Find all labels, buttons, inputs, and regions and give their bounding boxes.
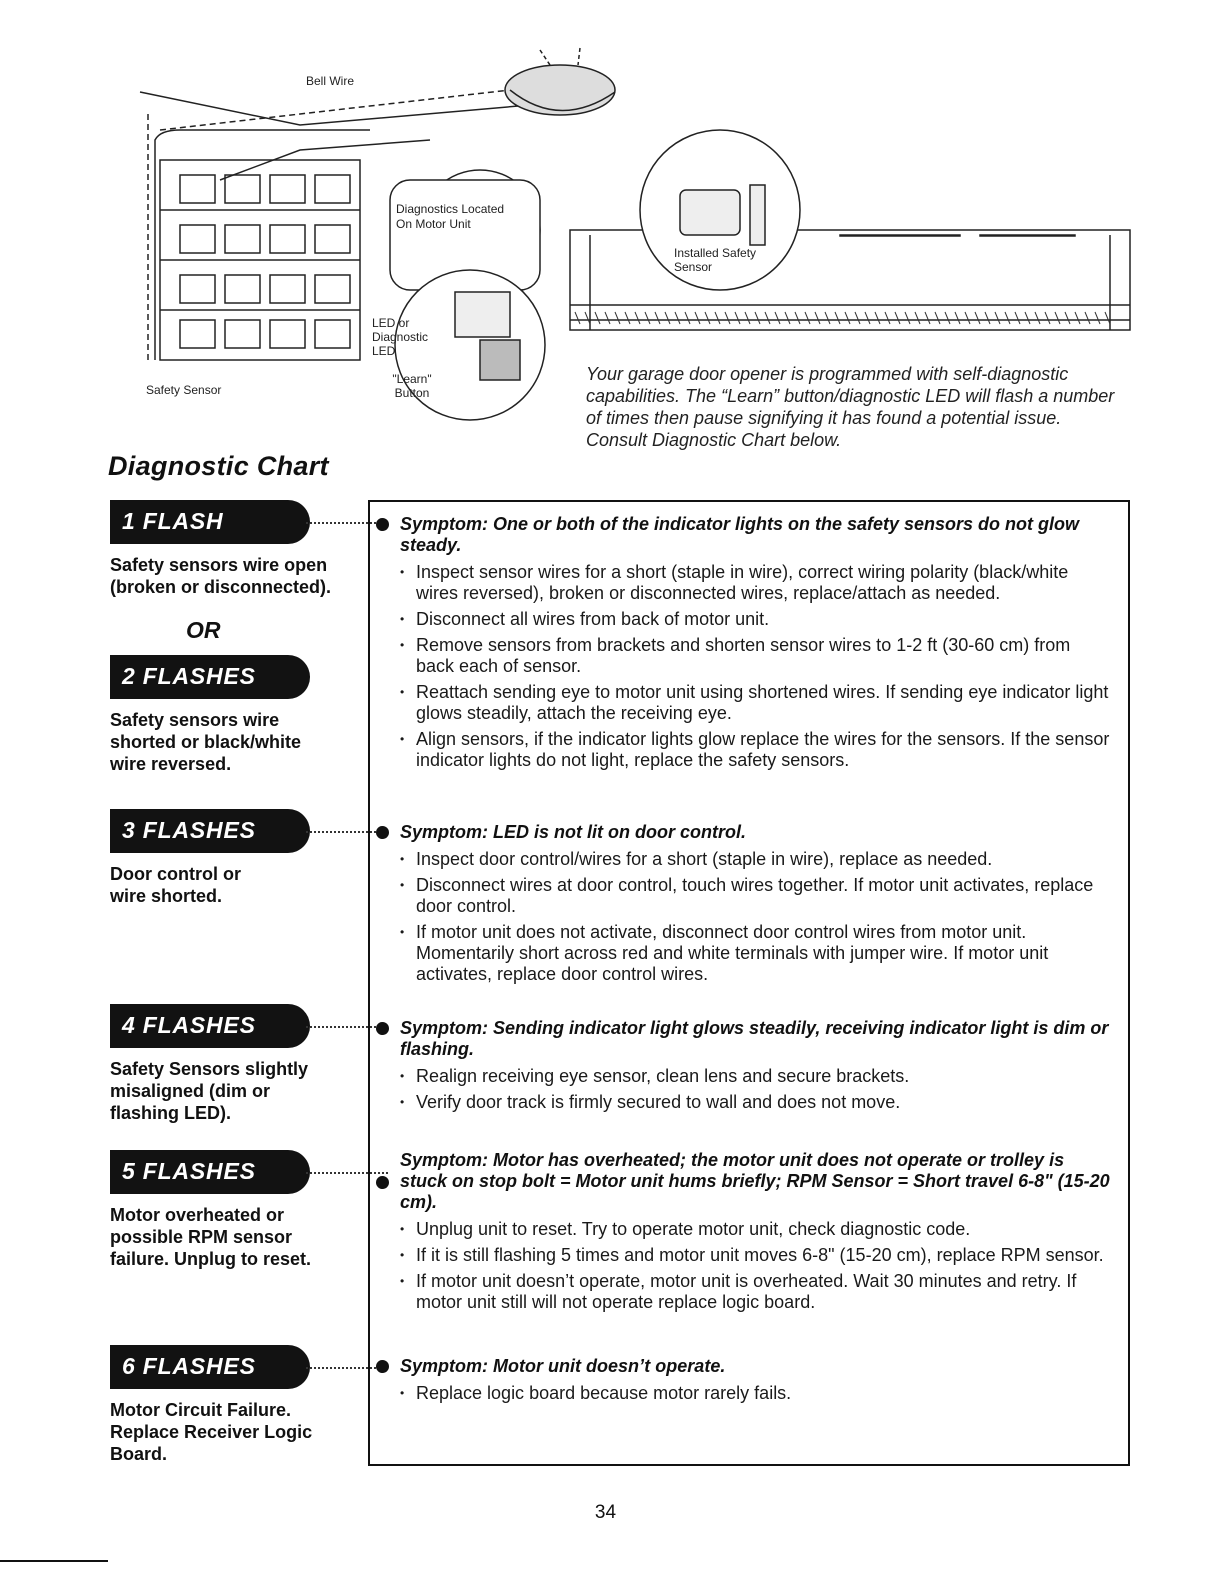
symptom-step: • Remove sensors from brackets and shorten sensor wires to 1-2 ft (30-60 cm) from back each of sensor. <box>400 635 1112 677</box>
flash-badge <box>110 655 310 699</box>
or-separator: OR <box>186 617 221 643</box>
flash-badge-label: 5 FLASHES <box>122 1158 256 1184</box>
symptom-steps <box>400 1066 1112 1113</box>
flash-description: Safety sensors wire shorted or black/white wire reversed. <box>110 710 302 774</box>
symptom-block-3 <box>400 1018 1112 1118</box>
flash-description: Motor Circuit Failure. Replace Receiver Logic Board. <box>110 1400 313 1464</box>
symptom-block-4 <box>400 1150 1112 1318</box>
symptom-steps <box>400 849 1112 985</box>
symptom-heading: Symptom: Motor has overheated; the motor unit does not operate or trolley is stuck on stop bolt = Motor unit hums briefly; RPM Sensor = Short travel 6-8" (15-20 cm). <box>400 1150 1112 1213</box>
symptom-steps <box>400 562 1112 771</box>
symptom-step: • Unplug unit to reset. Try to operate motor unit, check diagnostic code. <box>400 1219 1112 1240</box>
flash-entry-1 <box>110 500 370 598</box>
symptom-heading: Symptom: LED is not lit on door control. <box>400 822 1112 843</box>
bell-wire-label: Bell Wire <box>306 74 355 88</box>
symptom-step: • If motor unit does not activate, disconnect door control wires from motor unit. Momentarily short across red and white terminals with jumper wire. If motor unit activates, replace door control wires. <box>400 922 1112 985</box>
symptom-block-2 <box>400 822 1112 990</box>
flash-entry-6 <box>110 1345 370 1465</box>
flash-badge-label: 6 FLASHES <box>122 1353 256 1379</box>
symptom-steps <box>400 1219 1112 1313</box>
symptom-step: • Realign receiving eye sensor, clean lens and secure brackets. <box>400 1066 1112 1087</box>
flash-badge-label: 2 FLASHES <box>122 663 256 689</box>
flash-description: Motor overheated or possible RPM sensor failure. Unplug to reset. <box>110 1205 312 1269</box>
symptom-step: • Inspect door control/wires for a short (staple in wire), replace as needed. <box>400 849 1112 870</box>
flash-entry-2 <box>110 655 370 775</box>
flash-description: Safety Sensors slightly misaligned (dim or flashing LED). <box>110 1059 309 1123</box>
flash-badge <box>110 1150 310 1194</box>
symptom-step: • Replace logic board because motor rarely fails. <box>400 1383 1112 1404</box>
flash-entry-5 <box>110 1150 370 1270</box>
diagnostic-led-label: LED or Diagnostic LED <box>372 316 429 358</box>
flash-badge <box>110 809 310 853</box>
page-title: Diagnostic Chart <box>108 451 329 481</box>
installed-safety-sensor-label: Installed Safety Sensor <box>674 246 757 274</box>
safety-sensor-label: Safety Sensor <box>146 383 222 397</box>
page-number: 34 <box>594 1502 617 1523</box>
symptom-step: • Inspect sensor wires for a short (staple in wire), correct wiring polarity (black/white wires reversed), broken or disconnected wires, replace/attach as needed. <box>400 562 1112 604</box>
bullet-dot-icon <box>376 1360 389 1373</box>
symptom-step: • Reattach sending eye to motor unit using shortened wires. If sending eye indicator light glows steadily, attach the receiving eye. <box>400 682 1112 724</box>
flash-badge <box>110 500 310 544</box>
symptom-block-5 <box>400 1356 1112 1409</box>
symptom-step: • Disconnect all wires from back of motor unit. <box>400 609 1112 630</box>
flash-description: Safety sensors wire open (broken or disconnected). <box>110 555 332 597</box>
symptom-step: • If motor unit doesn’t operate, motor unit is overheated. Wait 30 minutes and retry. If motor unit still will not operate replace logic board. <box>400 1271 1112 1313</box>
symptom-block-1 <box>400 514 1112 776</box>
bullet-dot-icon <box>376 826 389 839</box>
footer-rule <box>0 1560 108 1562</box>
flash-badge <box>110 1345 310 1389</box>
symptom-heading: Symptom: Sending indicator light glows steadily, receiving indicator light is dim or flashing. <box>400 1018 1112 1060</box>
learn-button-label: "Learn" Button <box>392 372 432 400</box>
symptom-step: • Disconnect wires at door control, touch wires together. If motor unit activates, replace door control. <box>400 875 1112 917</box>
symptom-step: • Align sensors, if the indicator lights glow replace the wires for the sensors. If the sensor indicator lights do not light, replace the safety sensors. <box>400 729 1112 771</box>
symptom-step: • If it is still flashing 5 times and motor unit moves 6-8" (15-20 cm), replace RPM sensor. <box>400 1245 1112 1266</box>
symptom-heading: Symptom: Motor unit doesn’t operate. <box>400 1356 1112 1377</box>
symptom-step: • Verify door track is firmly secured to wall and does not move. <box>400 1092 1112 1113</box>
flash-badge <box>110 1004 310 1048</box>
flash-badge-label: 3 FLASHES <box>122 817 256 843</box>
flash-badge-label: 1 FLASH <box>122 508 224 534</box>
flash-entry-3 <box>110 809 370 907</box>
bullet-dot-icon <box>376 518 389 531</box>
bullet-dot-icon <box>376 1176 389 1189</box>
diagnostics-location-label: Diagnostics Located On Motor Unit <box>396 202 505 231</box>
bullet-dot-icon <box>376 1022 389 1035</box>
intro-paragraph: Your garage door opener is programmed with self-diagnostic capabilities. The “Learn” button/diagnostic LED will flash a number of times then pause signifying it has found a potential issue. Consult Diagnostic Chart below. <box>586 364 1115 450</box>
flash-entry-4 <box>110 1004 370 1124</box>
flash-badge-label: 4 FLASHES <box>122 1012 256 1038</box>
symptom-steps <box>400 1383 1112 1404</box>
flash-description: Door control or wire shorted. <box>110 864 241 906</box>
symptom-heading: Symptom: One or both of the indicator lights on the safety sensors do not glow steady. <box>400 514 1112 556</box>
